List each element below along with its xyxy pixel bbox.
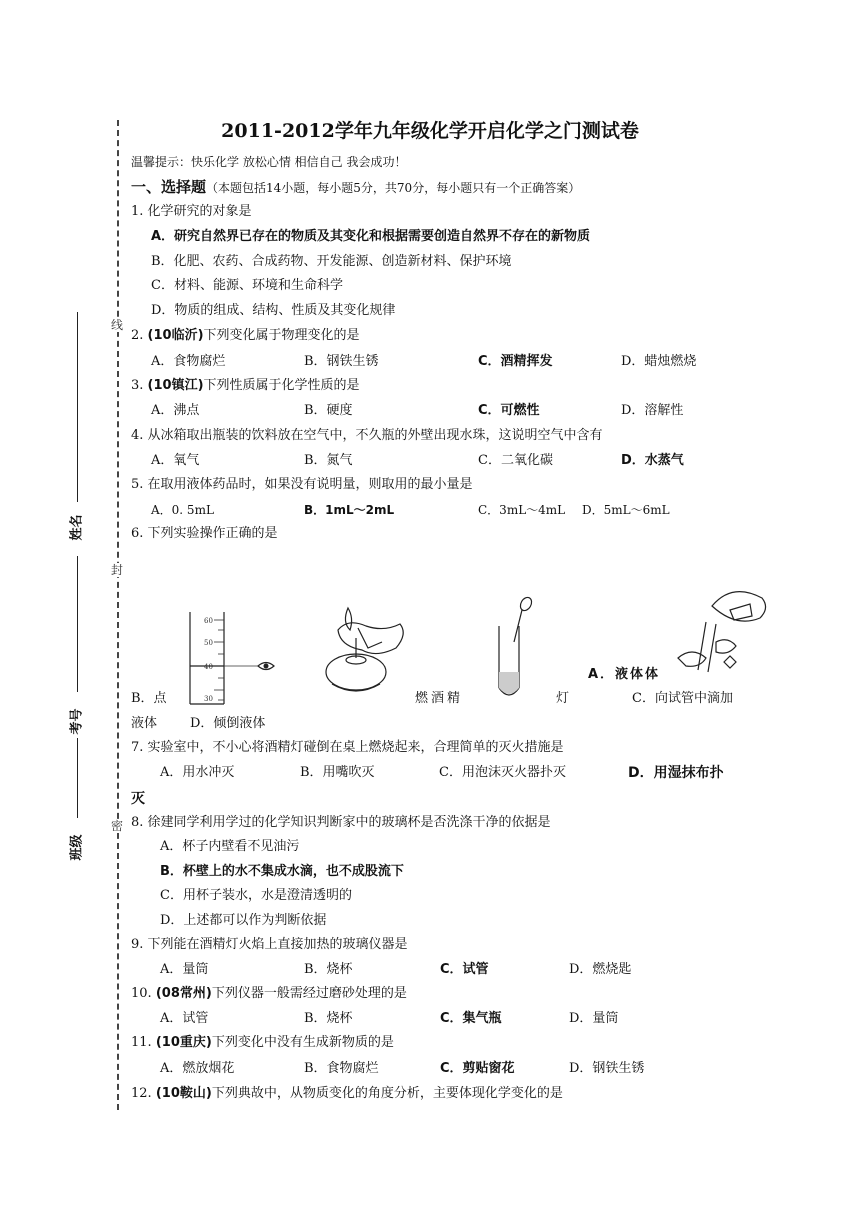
tick-label-60: 60: [204, 617, 213, 625]
q5-option-b: B．1mL～2mL: [304, 503, 395, 517]
q12-source: (10鞍山): [155, 1086, 212, 1101]
q11-stem: [131, 1034, 394, 1052]
q2-option-c: C．酒精挥发: [478, 354, 553, 369]
q2-option-b: B．钢铁生锈: [304, 354, 379, 369]
q3-option-d: D．溶解性: [621, 403, 684, 418]
q9-option-b: B．烧杯: [304, 962, 353, 977]
q10-text: 下列仪器一般需经过磨砂处理的是: [211, 986, 407, 1001]
q11-option-b: B．食物腐烂: [304, 1061, 379, 1076]
q7-stem: 7. 实验室中，不小心将酒精灯碰倒在桌上燃烧起来，合理简单的灭火措施是: [131, 740, 564, 755]
q8-option-c: C．用杯子装水，水是澄清透明的: [160, 888, 352, 903]
q10-stem: [131, 985, 407, 1003]
q10-option-d: D．量筒: [569, 1011, 619, 1026]
q1-option-b: B．化肥、农药、合成药物、开发能源、创造新材料、保护环境: [151, 254, 512, 269]
q1-option-a: A．研究自然界已存在的物质及其变化和根据需要创造自然界不存在的新物质: [151, 229, 591, 244]
side-char-seal: 封: [111, 563, 124, 577]
q10-option-a: A．试管: [160, 1011, 209, 1026]
q9-option-a: A．量筒: [160, 962, 209, 977]
section-note: （本题包括14小题，每小题5分，共70分，每小题只有一个正确答案）: [206, 181, 581, 195]
name-label: 姓名: [69, 514, 85, 541]
q3-option-a: A．沸点: [151, 403, 200, 418]
q11-text: 下列变化中没有生成新物质的是: [211, 1035, 394, 1050]
q3-text: 下列性质属于化学性质的是: [203, 378, 360, 393]
q10-source: (08常州): [155, 986, 212, 1001]
q3-source: (10镇江): [147, 378, 204, 393]
q10-option-c: C．集气瓶: [440, 1011, 502, 1026]
graduated-cylinder-image: [180, 610, 280, 706]
q11-option-d: D．钢铁生锈: [569, 1061, 645, 1076]
q10-num: 10.: [131, 986, 152, 1001]
exam-no-blank-line: [77, 556, 78, 692]
binding-dashed-line: [117, 120, 119, 1110]
q9-stem: 9. 下列能在酒精灯火焰上直接加热的玻璃仪器是: [131, 937, 408, 952]
q6-option-b-part1: B．点: [131, 691, 167, 706]
pouring-liquid-image: [672, 576, 772, 676]
q11-option-c: C．剪贴窗花: [440, 1061, 515, 1076]
tick-label-30: 30: [204, 695, 213, 703]
q4-option-a: A．氧气: [151, 453, 200, 468]
q2-source: (10临沂): [147, 328, 204, 343]
q12-stem: [131, 1085, 563, 1103]
q3-option-c: C．可燃性: [478, 403, 540, 418]
page-title: 2011-2012学年九年级化学开启化学之门测试卷: [221, 120, 639, 142]
q6-option-b-part2: 燃酒精: [415, 691, 464, 706]
q4-stem: 4. 从冰箱取出瓶装的饮料放在空气中，不久瓶的外壁出现水珠，这说明空气中含有: [131, 428, 603, 443]
q8-option-d: D．上述都可以作为判断依据: [160, 913, 327, 928]
q1-stem: 1. 化学研究的对象是: [131, 204, 252, 219]
q4-option-d: D．水蒸气: [621, 453, 684, 468]
q8-option-b: B．杯壁上的水不集成水滴，也不成股流下: [160, 864, 404, 879]
tip-text: 温馨提示：快乐化学 放松心情 相信自己 我会成功！: [131, 155, 407, 169]
tick-label-40: 40: [204, 663, 213, 671]
side-char-line: 线: [111, 318, 124, 332]
section-heading: [131, 178, 580, 198]
alcohol-lamp-image: [318, 600, 418, 700]
name-blank-line: [77, 312, 78, 502]
q6-option-c: C．向试管中滴加: [632, 691, 733, 706]
q7-option-a: A．用水冲灭: [160, 765, 235, 780]
q6-option-d: D．倾倒液体: [190, 716, 266, 731]
q8-option-a: A．杯子内壁看不见油污: [160, 839, 300, 854]
q8-stem: 8. 徐建同学利用学过的化学知识判断家中的玻璃杯是否洗涤干净的依据是: [131, 815, 551, 830]
q6-option-c-cont: 液体: [131, 716, 158, 731]
class-blank-line: [77, 738, 78, 818]
q1-option-d: D．物质的组成、结构、性质及其变化规律: [151, 303, 396, 318]
q11-num: 11.: [131, 1035, 152, 1050]
q5-option-c: C．3mL～4mL: [478, 503, 566, 517]
q12-num: 12.: [131, 1086, 152, 1101]
q5-option-a: A．0. 5mL: [151, 503, 214, 517]
q9-option-d: D．燃烧匙: [569, 962, 632, 977]
dropper-test-tube-image: [490, 596, 540, 700]
q2-num: 2.: [131, 328, 144, 343]
q6-option-b-part3: 灯: [556, 691, 570, 706]
q9-option-c: C．试管: [440, 962, 489, 977]
q7-option-d: D．用湿抹布扑: [628, 765, 724, 781]
q3-stem: [131, 377, 360, 395]
q4-option-b: B．氮气: [304, 453, 353, 468]
q7-option-d-cont: 灭: [131, 791, 145, 807]
class-label: 班级: [69, 834, 85, 861]
q3-num: 3.: [131, 378, 144, 393]
side-char-seal2: 密: [111, 819, 124, 833]
q4-option-c: C．二氧化碳: [478, 453, 553, 468]
q10-option-b: B．烧杯: [304, 1011, 353, 1026]
exam-no-label: 考号: [69, 708, 85, 735]
q1-option-c: C．材料、能源、环境和生命科学: [151, 278, 343, 293]
q12-text: 下列典故中，从物质变化的角度分析，主要体现化学变化的是: [211, 1086, 563, 1101]
section-title: 一、选择题: [131, 178, 207, 196]
q2-option-d: D．蜡烛燃烧: [621, 354, 697, 369]
q6-stem: 6. 下列实验操作正确的是: [131, 526, 278, 541]
q2-stem: [131, 327, 360, 345]
q2-option-a: A．食物腐烂: [151, 354, 226, 369]
q6-option-a-label: A．液体体: [588, 667, 661, 682]
tick-label-50: 50: [204, 639, 213, 647]
q5-stem: 5. 在取用液体药品时，如果没有说明量，则取用的最小量是: [131, 477, 473, 492]
q7-option-b: B．用嘴吹灭: [300, 765, 375, 780]
q11-option-a: A．燃放烟花: [160, 1061, 235, 1076]
q3-option-b: B．硬度: [304, 403, 353, 418]
q11-source: (10重庆): [155, 1035, 212, 1050]
q5-option-d: D．5mL～6mL: [582, 503, 670, 517]
q7-option-c: C．用泡沫灭火器扑灭: [439, 765, 566, 780]
q2-text: 下列变化属于物理变化的是: [203, 328, 360, 343]
